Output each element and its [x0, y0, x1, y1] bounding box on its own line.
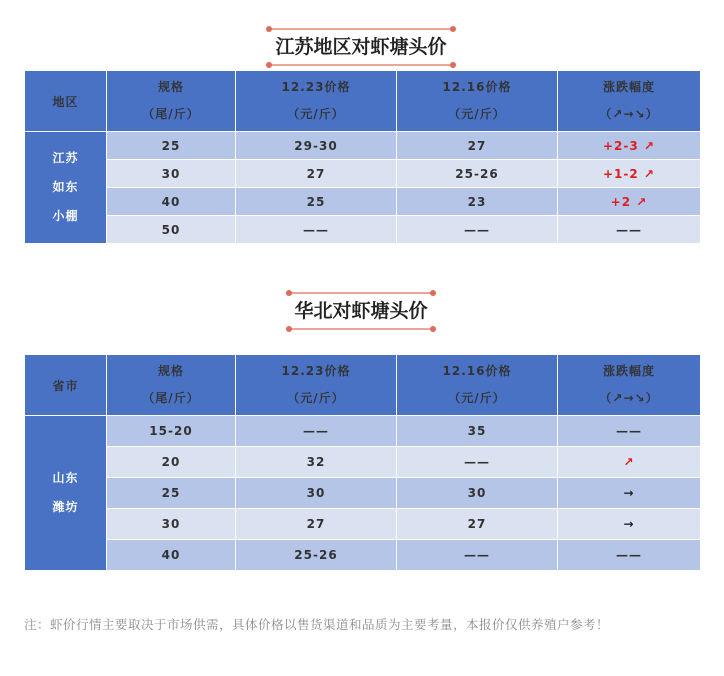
header-region: 省市	[25, 355, 107, 416]
price-1223-cell: 30	[236, 478, 397, 509]
change-cell: +2-3 ↗	[558, 132, 701, 160]
price-1223-cell: 32	[236, 447, 397, 478]
header-spec: 规格 （尾/斤）	[107, 355, 236, 416]
price-1223-cell: 25	[236, 188, 397, 216]
section2-title: 华北对虾塘头价	[294, 300, 428, 322]
huabei-price-table	[24, 354, 701, 571]
header-price-1223: 12.23价格 （元/斤）	[236, 71, 397, 132]
section1-title-wrap	[0, 28, 724, 68]
change-cell: +1-2 ↗	[558, 160, 701, 188]
footnote: 注：虾价行情主要取决于市场供需，具体价格以售货渠道和品质为主要考量，本报价仅供养殖户参考！	[24, 617, 610, 632]
table-row	[25, 509, 701, 540]
price-1216-cell: 30	[397, 478, 558, 509]
spec-cell: 40	[107, 188, 236, 216]
corner-dot-icon	[266, 26, 272, 32]
spec-cell: 30	[107, 509, 236, 540]
table-row	[25, 447, 701, 478]
corner-dot-icon	[450, 26, 456, 32]
header-change: 涨跌幅度 （↗→↘）	[558, 355, 701, 416]
spec-cell: 25	[107, 132, 236, 160]
price-1223-cell: ——	[236, 216, 397, 244]
price-1223-cell: ——	[236, 416, 397, 447]
price-1216-cell: 27	[397, 509, 558, 540]
table-row	[25, 540, 701, 571]
region-cell: 江苏 如东 小棚	[25, 132, 107, 244]
change-cell	[558, 447, 701, 478]
table-row	[25, 416, 701, 447]
change-cell: ——	[558, 540, 701, 571]
price-1216-cell: 27	[397, 132, 558, 160]
table-row	[25, 216, 701, 244]
price-1223-cell: 27	[236, 509, 397, 540]
price-1216-cell: ——	[397, 540, 558, 571]
price-1223-cell: 27	[236, 160, 397, 188]
price-1216-cell: 23	[397, 188, 558, 216]
up-arrow-icon: ↗	[623, 455, 635, 469]
region-cell: 山东 潍坊	[25, 416, 107, 571]
corner-dot-icon	[286, 326, 292, 332]
corner-dot-icon	[450, 62, 456, 68]
spec-cell: 50	[107, 216, 236, 244]
section2-title-box	[290, 292, 432, 330]
table-row	[25, 188, 701, 216]
table-row	[25, 478, 701, 509]
section1-title-box	[270, 28, 452, 66]
change-cell	[558, 478, 701, 509]
spec-cell: 30	[107, 160, 236, 188]
price-1216-cell: ——	[397, 216, 558, 244]
change-cell: +2 ↗	[558, 188, 701, 216]
corner-dot-icon	[430, 290, 436, 296]
up-arrow-icon: ↗	[643, 138, 655, 153]
corner-dot-icon	[286, 290, 292, 296]
header-region: 地区	[25, 71, 107, 132]
spec-cell: 25	[107, 478, 236, 509]
table-row	[25, 160, 701, 188]
change-cell: ——	[558, 216, 701, 244]
section2-title-wrap	[0, 292, 724, 332]
up-arrow-icon: ↗	[636, 194, 648, 209]
spec-cell: 15-20	[107, 416, 236, 447]
header-price-1216: 12.16价格 （元/斤）	[397, 71, 558, 132]
price-1216-cell: 35	[397, 416, 558, 447]
header-price-1223: 12.23价格 （元/斤）	[236, 355, 397, 416]
section1-title: 江苏地区对虾塘头价	[275, 36, 447, 58]
spec-cell: 40	[107, 540, 236, 571]
header-price-1216: 12.16价格 （元/斤）	[397, 355, 558, 416]
change-cell	[558, 509, 701, 540]
right-arrow-icon: →	[623, 517, 635, 531]
spec-cell: 20	[107, 447, 236, 478]
corner-dot-icon	[430, 326, 436, 332]
price-1223-cell: 29-30	[236, 132, 397, 160]
price-1223-cell: 25-26	[236, 540, 397, 571]
up-arrow-icon: ↗	[643, 166, 655, 181]
corner-dot-icon	[266, 62, 272, 68]
right-arrow-icon: →	[623, 486, 635, 500]
jiangsu-price-table	[24, 70, 701, 244]
table-row	[25, 132, 701, 160]
change-cell: ——	[558, 416, 701, 447]
price-1216-cell: 25-26	[397, 160, 558, 188]
header-change: 涨跌幅度 （↗→↘）	[558, 71, 701, 132]
header-spec: 规格 （尾/斤）	[107, 71, 236, 132]
table-header-row	[25, 355, 701, 416]
table-header-row	[25, 71, 701, 132]
price-1216-cell: ——	[397, 447, 558, 478]
